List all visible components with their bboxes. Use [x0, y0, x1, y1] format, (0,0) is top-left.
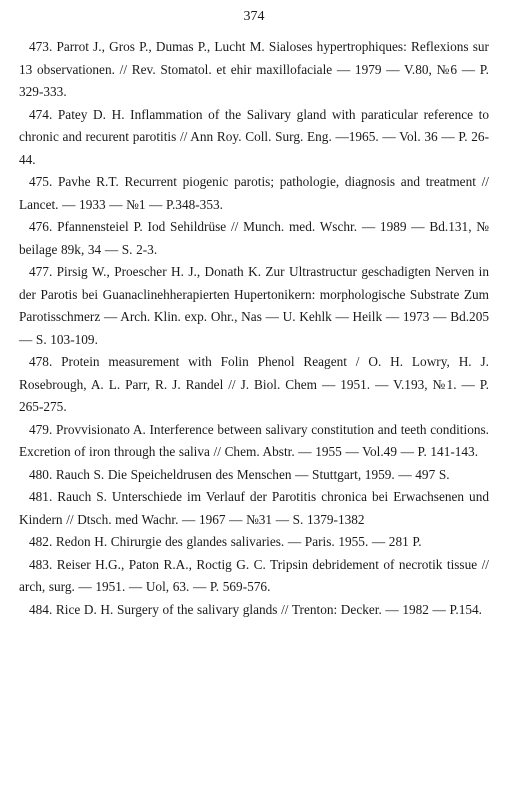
- reference-entry-481: 481. Rauch S. Unterschiede im Verlauf der Parotitis chronica bei Erwachsenen und Kindern // Dtsch. med Wachr. — 1967 — №31 — S. 1379-1382: [19, 489, 489, 527]
- reference-entry-475: 475. Pavhe R.T. Recurrent piogenic parotis; pathologie, diagnosis and treatment // Lancet. — 1933 — №1 — P.348-353.: [19, 174, 489, 212]
- reference-entry-478: 478. Protein measurement with Folin Phenol Reagent / O. H. Lowry, H. J. Rosebrough, A. L. Parr, R. J. Randel // J. Biol. Chem — 1951. — V.193, №1. — P. 265-275.: [19, 354, 489, 414]
- reference-list: [19, 36, 489, 621]
- reference-entry-474: 474. Patey D. H. Inflammation of the Salivary gland with paraticular reference to chronic and recurent parotitis // Ann Roy. Coll. Surg. Eng. —1965. — Vol. 36 — P. 26-44.: [19, 106, 489, 167]
- reference-entry-483: 483. Reiser H.G., Paton R.A., Roctig G. C. Tripsin debridement of necrotik tissue // arch, surg. — 1951. — Uol, 63. — P. 569-576.: [19, 556, 489, 594]
- reference-entry-479: 479. Provvisionato A. Interference between salivary constitution and teeth conditions. Excretion of iron through the saliva // Chem. Abstr. — 1955 — Vol.49 — P. 141-143.: [19, 421, 489, 459]
- reference-entry-484: 484. Rice D. H. Surgery of the salivary glands // Trenton: Decker. — 1982 — P.154.: [29, 601, 482, 617]
- reference-entry-480: 480. Rauch S. Die Speicheldrusen des Menschen — Stuttgart, 1959. — 497 S.: [29, 466, 450, 482]
- reference-entry-473: 473. Parrot J., Gros P., Dumas P., Lucht M. Sialoses hypertrophiques: Reflexions sur 13 observationen. // Rev. Stomatol. et ehir maxillofaciale — 1979 — V.80, №6 — P. 329-333.: [19, 39, 489, 99]
- page-number: 374: [243, 9, 265, 24]
- reference-entry-482: 482. Redon H. Chirurgie des glandes salivaries. — Paris. 1955. — 281 P.: [29, 534, 422, 549]
- reference-entry-477: 477. Pirsig W., Proescher H. J., Donath K. Zur Ultrastructur geschadigten Nerven in der Parotis bei Guanaclinehherapierten Hupertonikern: morphologische Substrate Zum Parotisschmerz — Arch. Klin. exp. Ohr., Nas — U. Kehlk — Heilk — 1973 — Bd.205 — S. 103-109.: [19, 264, 489, 347]
- reference-entry-476: 476. Pfannensteiel P. Iod Sehildrüse // Munch. med. Wschr. — 1989 — Bd.131, № beilage 89k, 34 — S. 2-3.: [19, 219, 489, 257]
